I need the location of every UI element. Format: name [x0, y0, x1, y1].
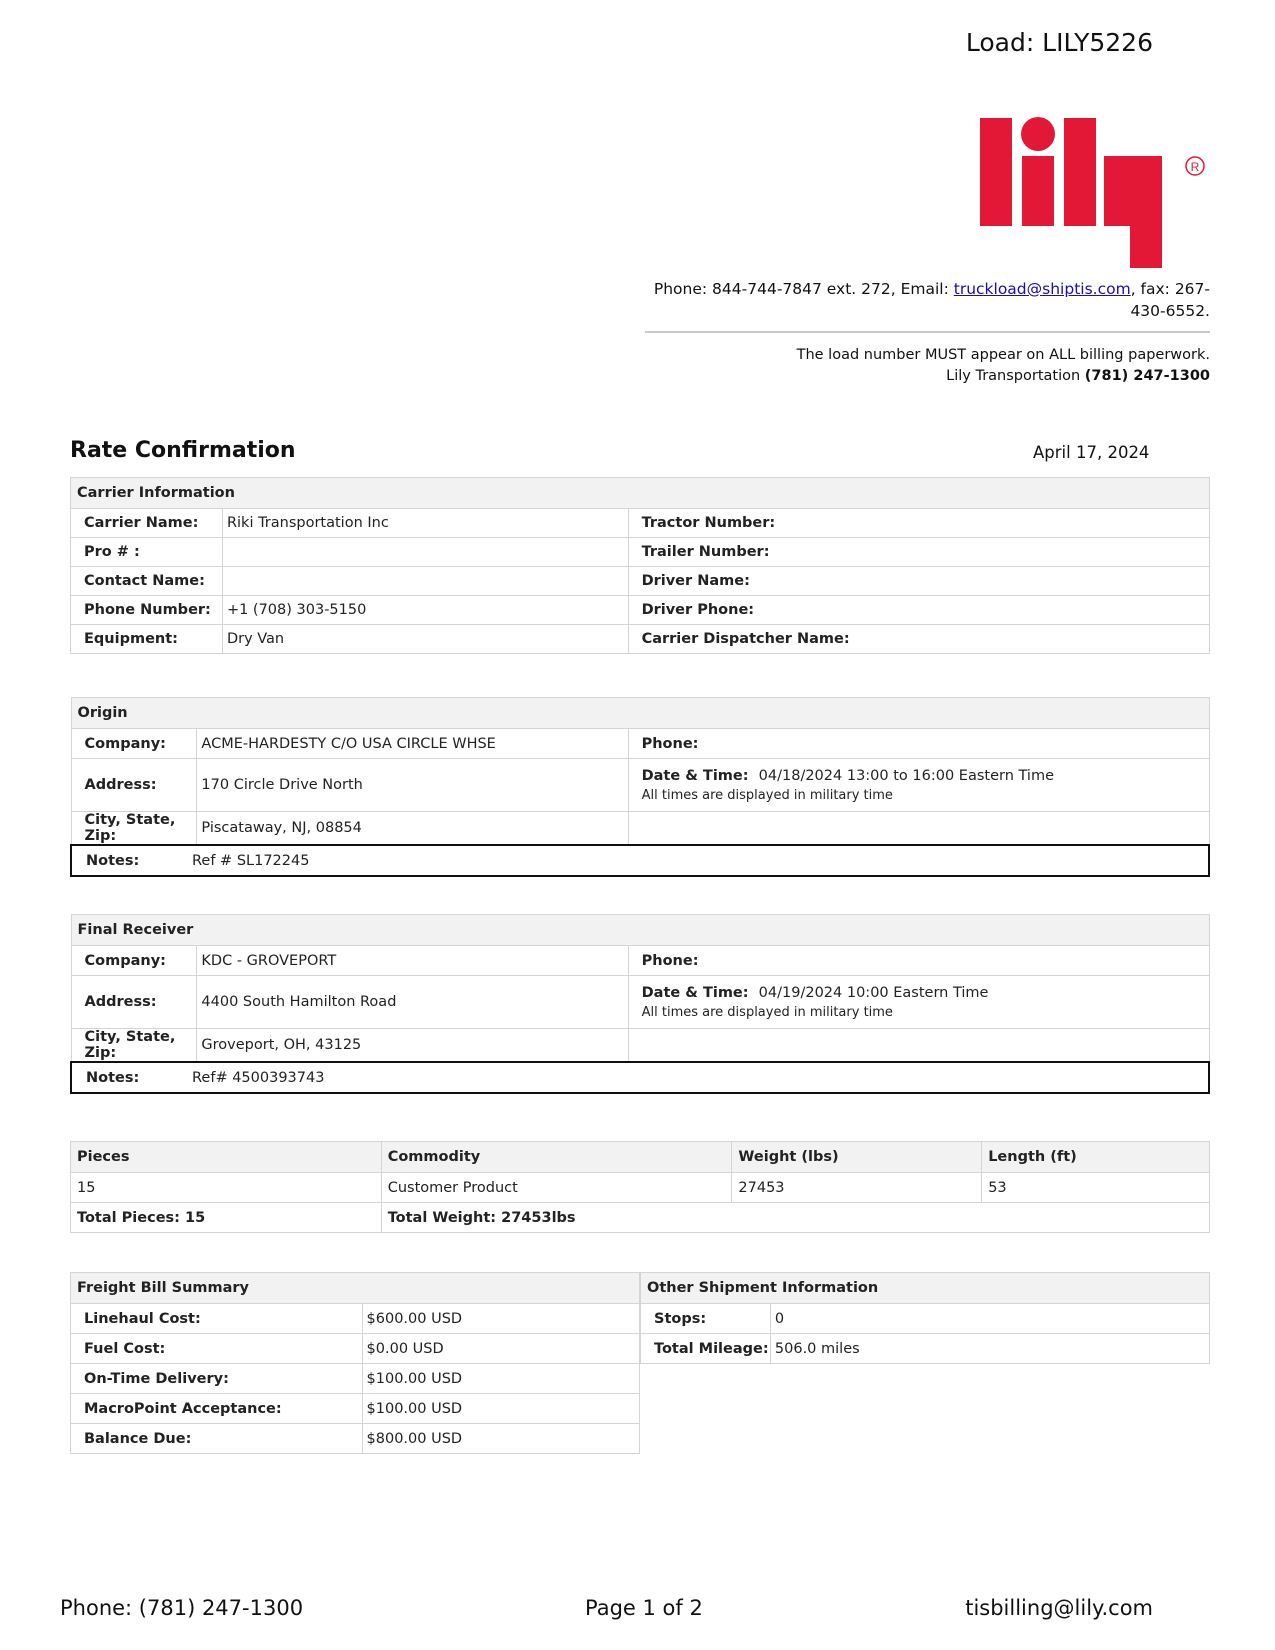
registered-mark: R	[1190, 160, 1200, 174]
origin-city-state-zip: Piscataway, NJ, 08854	[197, 812, 628, 846]
pieces-value: 15	[71, 1173, 382, 1203]
origin-notes: Notes: Ref # SL172245	[71, 845, 1209, 876]
billing-note: The load number MUST appear on ALL billing paperwork. Lily Transportation (781) 247-1300	[796, 347, 1210, 384]
footer-email: tisbilling@lily.com	[965, 1596, 1153, 1620]
pro-number	[222, 538, 628, 567]
final-receiver-table: Final Receiver Company: KDC - GROVEPORT Phone: Address: 4400 South Hamilton Road Date & Time: 04/19/2024 10:00 Eastern Time All times are displayed in military time City, State, Zip: Groveport, OH, 43125 Notes: Ref# 4500393743	[70, 914, 1210, 1094]
page-title: Rate Confirmation	[70, 438, 296, 463]
email-link[interactable]: truckload@shiptis.com	[953, 280, 1131, 298]
section-header: Other Shipment Information	[641, 1273, 1210, 1304]
commodity-header: Commodity	[381, 1142, 732, 1173]
balance-due: $800.00 USD	[362, 1424, 639, 1454]
length-value: 53	[982, 1173, 1210, 1203]
lily-logo	[980, 116, 1210, 270]
page-number: Page 1 of 2	[585, 1596, 703, 1620]
section-header: Origin	[71, 698, 1209, 729]
origin-table: Origin Company: ACME-HARDESTY C/O USA CIRCLE WHSE Phone: Address: 170 Circle Drive North Date & Time: 04/18/2024 13:00 to 16:00 Eastern Time All times are displayed in military time City, State, Zip: Piscataway, NJ, 08854 Notes: Ref # SL172245	[70, 697, 1210, 877]
origin-address: 170 Circle Drive North	[197, 759, 628, 812]
receiver-notes: Notes: Ref# 4500393743	[71, 1062, 1209, 1093]
commodity-value: Customer Product	[381, 1173, 732, 1203]
contact-name	[222, 567, 628, 596]
receiver-datetime: 04/19/2024 10:00 Eastern Time	[758, 984, 989, 1001]
receiver-address: 4400 South Hamilton Road	[197, 976, 628, 1029]
macropoint-acceptance: $100.00 USD	[362, 1394, 639, 1424]
receiver-company: KDC - GROVEPORT	[197, 946, 628, 976]
footer-phone: Phone: (781) 247-1300	[60, 1596, 304, 1620]
contact-line: Phone: 844-744-7847 ext. 272, Email: truckload@shiptis.com, fax: 267- 430-6552.	[653, 280, 1210, 320]
total-pieces: Total Pieces: 15	[71, 1203, 382, 1233]
origin-company: ACME-HARDESTY C/O USA CIRCLE WHSE	[197, 729, 628, 759]
carrier-phone: +1 (708) 303-5150	[222, 596, 628, 625]
linehaul-cost: $600.00 USD	[362, 1304, 639, 1334]
stops: 0	[770, 1304, 1209, 1334]
section-header: Carrier Information	[71, 478, 1210, 509]
section-header: Freight Bill Summary	[71, 1273, 640, 1304]
carrier-name: Riki Transportation Inc	[222, 509, 628, 538]
divider	[645, 331, 1210, 333]
load-number: Load: LILY5226	[965, 28, 1153, 57]
carrier-information-table: Carrier Information Carrier Name: Riki Transportation Inc Tractor Number: Pro # : Trailer Number: Contact Name: Driver Name: Phone Number: +1 (708) 303-5150 Driver Phone: Equipment: Dry Van Carrier Dispatcher Name:	[70, 477, 1210, 654]
fuel-cost: $0.00 USD	[362, 1334, 639, 1364]
total-mileage: 506.0 miles	[770, 1334, 1209, 1364]
freight-bill-summary-table: Freight Bill Summary Linehaul Cost: $600.00 USD Fuel Cost: $0.00 USD On-Time Delivery: $100.00 USD MacroPoint Acceptance: $100.00 USD Balance Due: $800.00 USD	[70, 1272, 640, 1454]
document-date: April 17, 2024	[1033, 443, 1150, 462]
commodity-table	[70, 1141, 1210, 1233]
origin-datetime: 04/18/2024 13:00 to 16:00 Eastern Time	[758, 767, 1054, 784]
length-header: Length (ft)	[982, 1142, 1210, 1173]
total-weight: Total Weight: 27453lbs	[381, 1203, 1209, 1233]
section-header: Final Receiver	[71, 915, 1209, 946]
other-shipment-information-table: Other Shipment Information Stops: 0 Total Mileage: 506.0 miles	[640, 1272, 1210, 1364]
equipment: Dry Van	[222, 625, 628, 654]
weight-header: Weight (lbs)	[732, 1142, 982, 1173]
pieces-header: Pieces	[71, 1142, 382, 1173]
receiver-city-state-zip: Groveport, OH, 43125	[197, 1029, 628, 1063]
weight-value: 27453	[732, 1173, 982, 1203]
on-time-delivery: $100.00 USD	[362, 1364, 639, 1394]
